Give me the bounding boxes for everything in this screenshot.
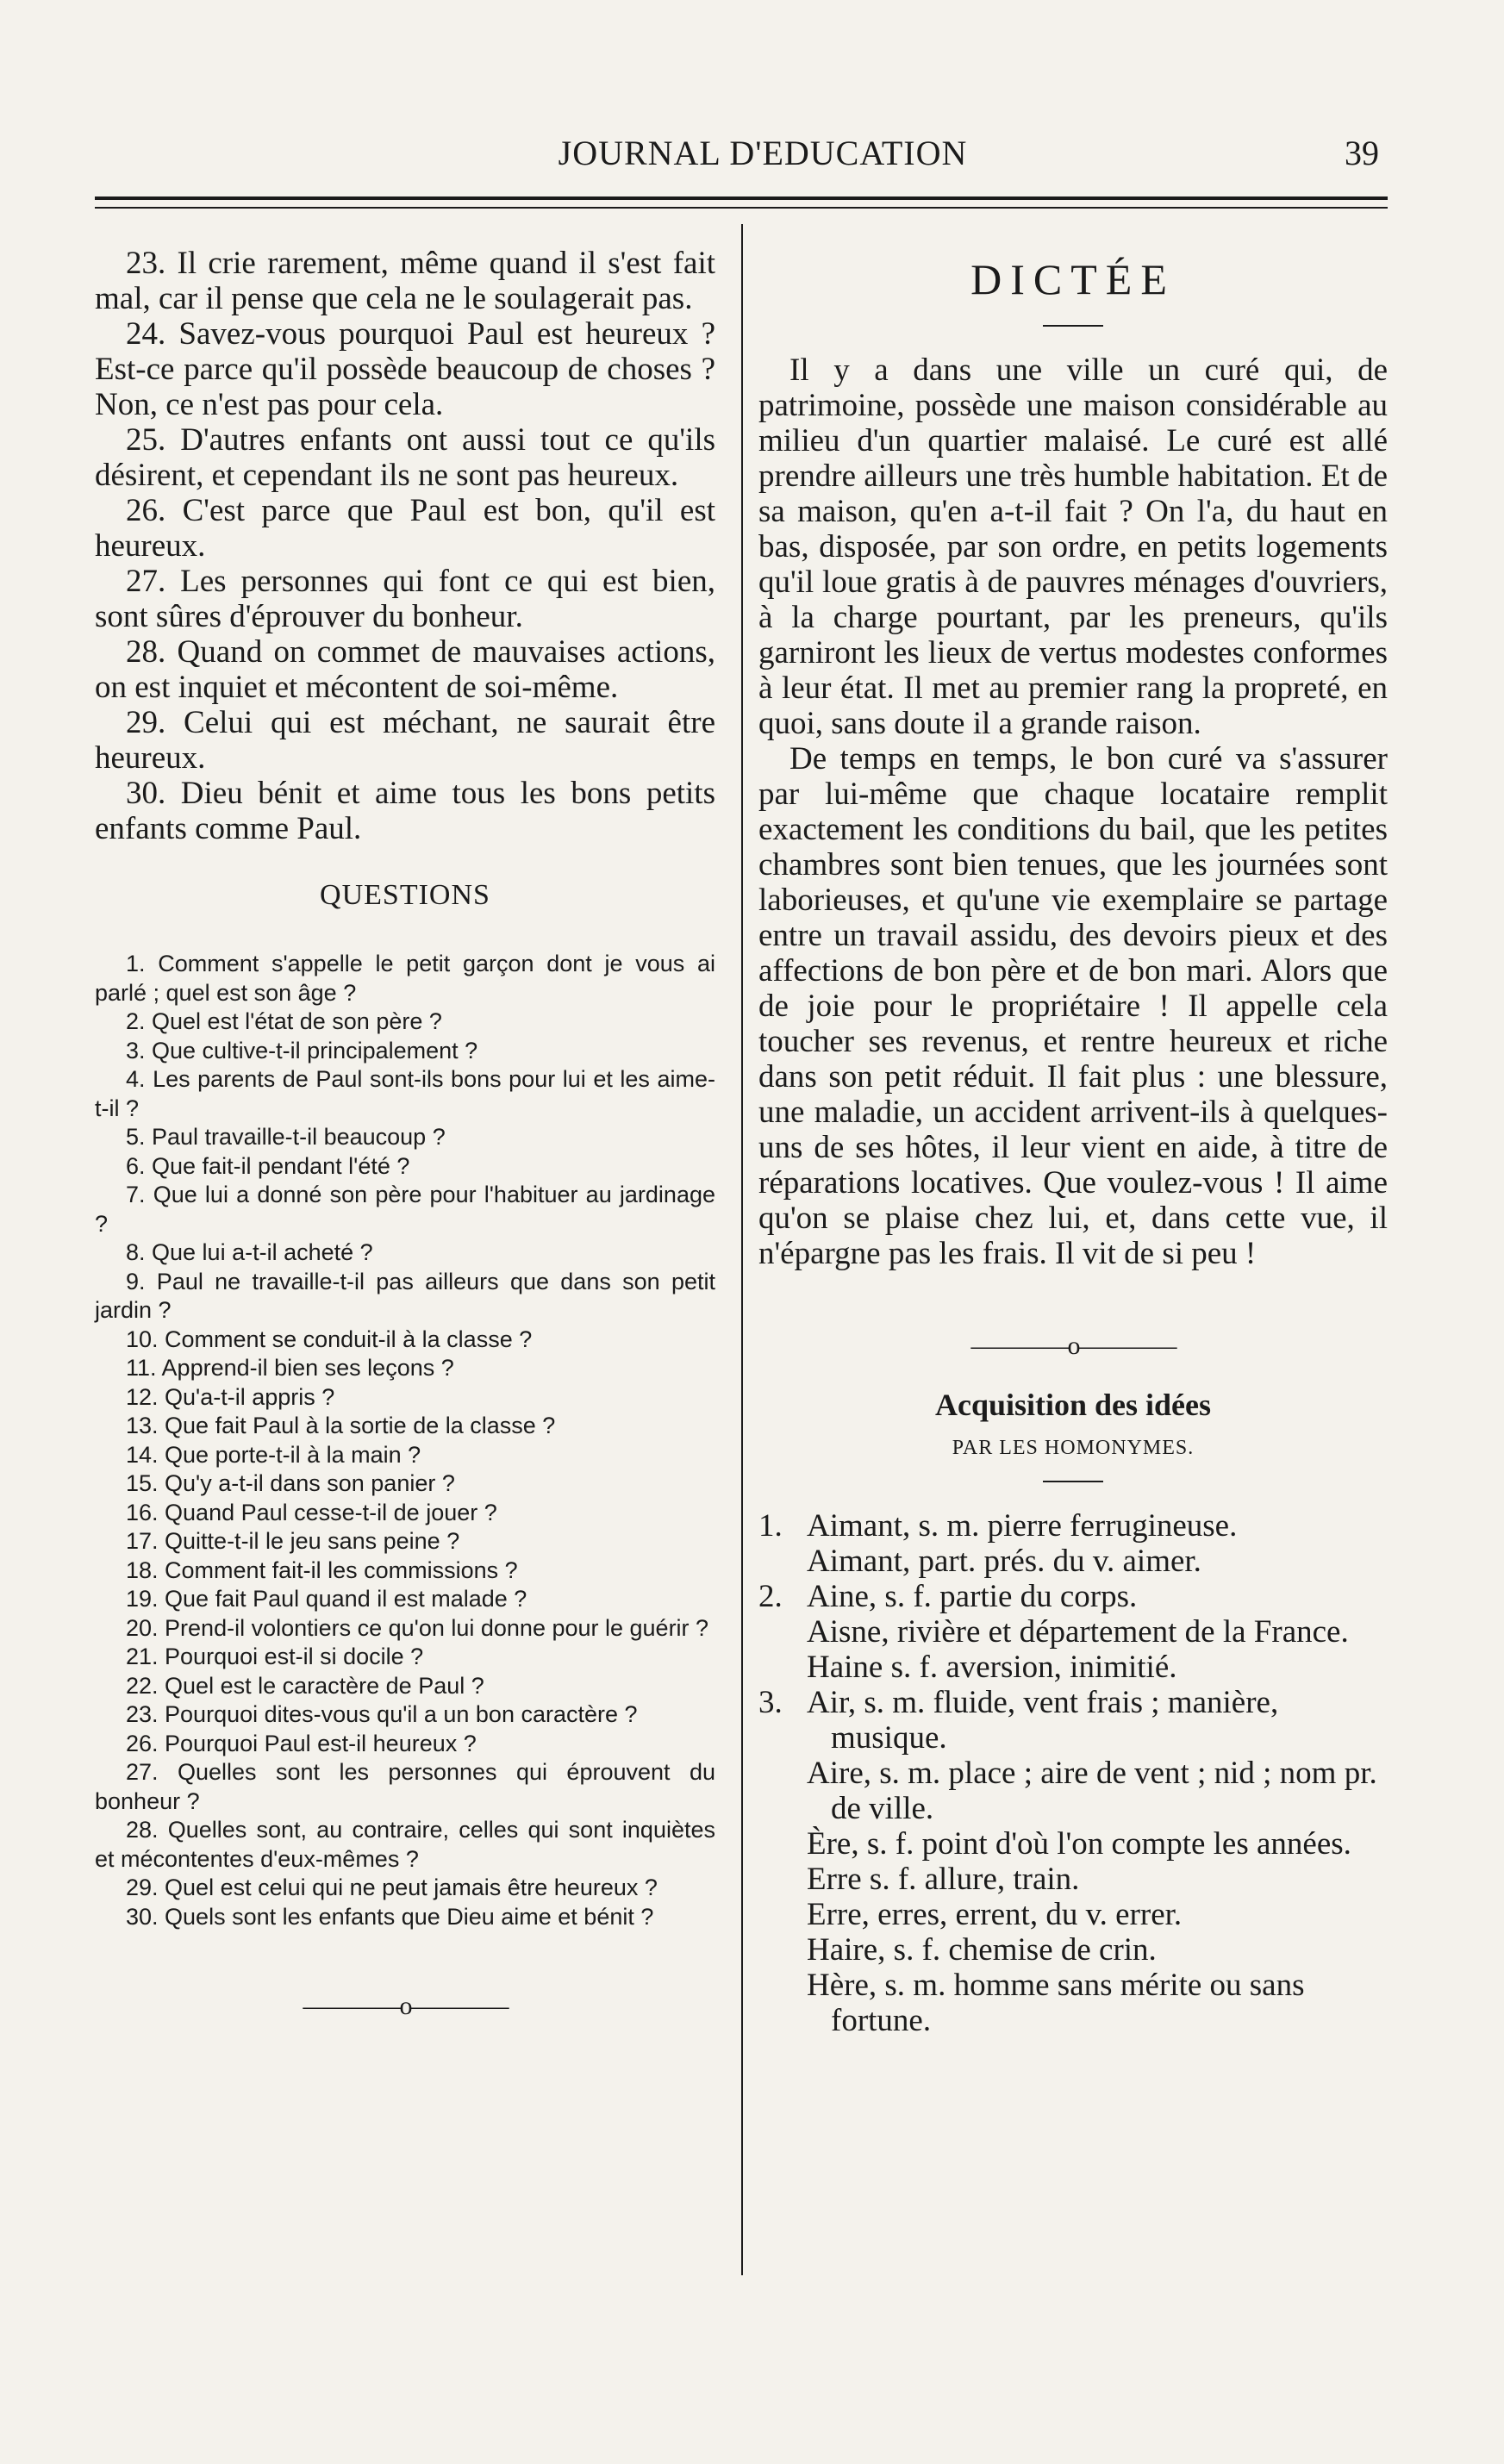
page-number: 39 <box>1345 134 1379 172</box>
homonym-list <box>758 1508 1388 2038</box>
paragraph: 26. C'est parce que Paul est bon, qu'il est heureux. <box>95 493 715 564</box>
numbered-paragraphs <box>95 246 715 846</box>
question-item: 11. Apprend-il bien ses leçons ? <box>126 1355 454 1381</box>
question-item: 4. Les parents de Paul sont-ils bons pour lui et les aime-t-il ? <box>95 1066 715 1121</box>
section-ornament: ————o———— <box>303 1992 508 2020</box>
question-item: 15. Qu'y a-t-il dans son panier ? <box>126 1470 455 1496</box>
acquisition-subheading: PAR LES HOMONYMES. <box>952 1437 1195 1459</box>
homonym-number: 3. <box>758 1685 783 1720</box>
question-item: 20. Prend-il volontiers ce qu'on lui donne pour le guérir ? <box>126 1614 709 1641</box>
paragraph: 27. Les personnes qui font ce qui est bien, sont sûres d'éprouver du bonheur. <box>95 564 715 634</box>
questions-heading: QUESTIONS <box>320 879 490 911</box>
short-rule <box>1043 325 1103 327</box>
homonym-entry <box>758 1508 1388 1579</box>
homonym-line: Air, s. m. fluide, vent frais ; manière, musique. <box>807 1685 1279 1756</box>
paragraph: 30. Dieu bénit et aime tous les bons petits enfants comme Paul. <box>95 776 715 846</box>
question-item: 12. Qu'a-t-il appris ? <box>126 1383 335 1410</box>
homonym-entry <box>758 1685 1388 2038</box>
question-item: 13. Que fait Paul à la sortie de la classe ? <box>126 1413 556 1438</box>
header-rule-thick <box>95 196 1388 200</box>
question-item: 3. Que cultive-t-il principalement ? <box>126 1037 478 1064</box>
paragraph: 28. Quand on commet de mauvaises actions, on est inquiet et mécontent de soi-même. <box>95 634 715 705</box>
left-column <box>95 246 715 2021</box>
page-header <box>95 121 1431 181</box>
homonym-line: Aimant, s. m. pierre ferrugineuse. <box>807 1508 1238 1544</box>
question-item: 17. Quitte-t-il le jeu sans peine ? <box>126 1528 460 1554</box>
homonym-line: Hère, s. m. homme sans mérite ou sans fortune. <box>807 1968 1305 2038</box>
question-item: 18. Comment fait-il les commissions ? <box>126 1556 518 1583</box>
homonym-line: Aire, s. m. place ; aire de vent ; nid ; nom pr. de ville. <box>807 1756 1377 1826</box>
dictee-heading: DICTÉE <box>970 255 1176 303</box>
question-item: 5. Paul travaille-t-il beaucoup ? <box>126 1124 446 1150</box>
section-ornament: ————o———— <box>970 1332 1176 1360</box>
question-item: 8. Que lui a-t-il acheté ? <box>126 1239 373 1265</box>
short-rule <box>1043 1481 1103 1482</box>
homonym-line: Erre, erres, errent, du v. errer. <box>807 1897 1183 1932</box>
question-item: 6. Que fait-il pendant l'été ? <box>126 1152 410 1179</box>
acquisition-heading: Acquisition des idées <box>934 1388 1212 1422</box>
column-divider <box>741 224 743 2275</box>
question-item: 27. Quelles sont les personnes qui éprouvent du bonheur ? <box>95 1759 715 1814</box>
homonym-line: Aimant, part. prés. du v. aimer. <box>807 1544 1201 1579</box>
question-item: 16. Quand Paul cesse-t-il de jouer ? <box>126 1499 497 1525</box>
question-item: 28. Quelles sont, au contraire, celles qui sont inquiètes et mécontentes d'eux-mêmes ? <box>95 1817 715 1872</box>
question-item: 22. Quel est le caractère de Paul ? <box>126 1672 484 1699</box>
homonym-line: Ère, s. f. point d'où l'on compte les années. <box>807 1826 1351 1862</box>
questions-list <box>95 950 715 1931</box>
dictee-paragraph: De temps en temps, le bon curé va s'assurer par lui-même que chaque locataire remplit exactement les conditions du bail, que les petites chambres sont bien tenues, que les journées sont laborieuses, et qu'une vie exemplaire se partage entre un travail assidu, des devoirs pieux et des affections de bon père et de bon mari. Alors que de joie pour le propriétaire ! Il appelle cela toucher ses revenus, et rentre heureux et riche dans son petit réduit. Il fait plus : une blessure, une maladie, un accident arrivent-ils à quelques-uns de ses hôtes, il leur vient en aide, à titre de réparations locatives. Que voulez-vous ! Il aime qu'on se plaise chez lui, et, dans cette vue, il n'épargne pas les frais. Il vit de si peu ! <box>758 741 1388 1271</box>
question-item: 14. Que porte-t-il à la main ? <box>126 1441 421 1468</box>
header-rule-thin <box>95 207 1388 209</box>
question-item: 26. Pourquoi Paul est-il heureux ? <box>126 1730 477 1756</box>
homonym-line: Haire, s. f. chemise de crin. <box>807 1932 1157 1968</box>
running-title: JOURNAL D'EDUCATION <box>558 134 968 172</box>
homonym-line: Erre s. f. allure, train. <box>807 1862 1080 1897</box>
paragraph: 23. Il crie rarement, même quand il s'est fait mal, car il pense que cela ne le soulagerait pas. <box>95 246 715 316</box>
question-item: 2. Quel est l'état de son père ? <box>126 1008 442 1034</box>
question-item: 21. Pourquoi est-il si docile ? <box>126 1644 424 1669</box>
paragraph: 29. Celui qui est méchant, ne saurait être heureux. <box>95 705 715 776</box>
homonym-line: Haine s. f. aversion, inimitié. <box>807 1650 1177 1685</box>
question-item: 29. Quel est celui qui ne peut jamais être heureux ? <box>126 1875 658 1900</box>
paragraph: 25. D'autres enfants ont aussi tout ce qu'ils désirent, et cependant ils ne sont pas heureux. <box>95 422 715 493</box>
question-item: 19. Que fait Paul quand il est malade ? <box>126 1586 527 1612</box>
dictee-paragraph: Il y a dans une ville un curé qui, de patrimoine, possède une maison considérable au milieu d'un quartier malaisé. Le curé est allé prendre ailleurs une très humble habitation. Et de sa maison, qu'en a-t-il fait ? On l'a, du haut en bas, disposée, par son ordre, en petits logements qu'il loue gratis à de pauvres ménages d'ouvriers, à la charge pourtant, par les preneurs, qu'ils garniront les lieux de vertus modestes conformes à leur état. Il met au premier rang la propreté, en quoi, sans doute il a grande raison. <box>758 352 1388 741</box>
question-item: 10. Comment se conduit-il à la classe ? <box>126 1326 533 1352</box>
homonym-line: Aine, s. f. partie du corps. <box>807 1579 1138 1614</box>
question-item: 1. Comment s'appelle le petit garçon dont je vous ai parlé ; quel est son âge ? <box>95 951 715 1006</box>
homonym-number: 1. <box>758 1508 783 1544</box>
question-item: 30. Quels sont les enfants que Dieu aime et bénit ? <box>126 1903 654 1930</box>
homonym-line: Aisne, rivière et département de la France. <box>807 1614 1349 1650</box>
question-item: 23. Pourquoi dites-vous qu'il a un bon caractère ? <box>126 1701 638 1727</box>
homonym-entry <box>758 1579 1388 1685</box>
question-item: 9. Paul ne travaille-t-il pas ailleurs que dans son petit jardin ? <box>95 1268 715 1323</box>
paragraph: 24. Savez-vous pourquoi Paul est heureux ? Est-ce parce qu'il possède beaucoup de choses ? Non, ce n'est pas pour cela. <box>95 316 715 422</box>
question-item: 7. Que lui a donné son père pour l'habituer au jardinage ? <box>95 1182 715 1237</box>
homonym-number: 2. <box>758 1579 783 1614</box>
right-column <box>758 246 1388 2038</box>
